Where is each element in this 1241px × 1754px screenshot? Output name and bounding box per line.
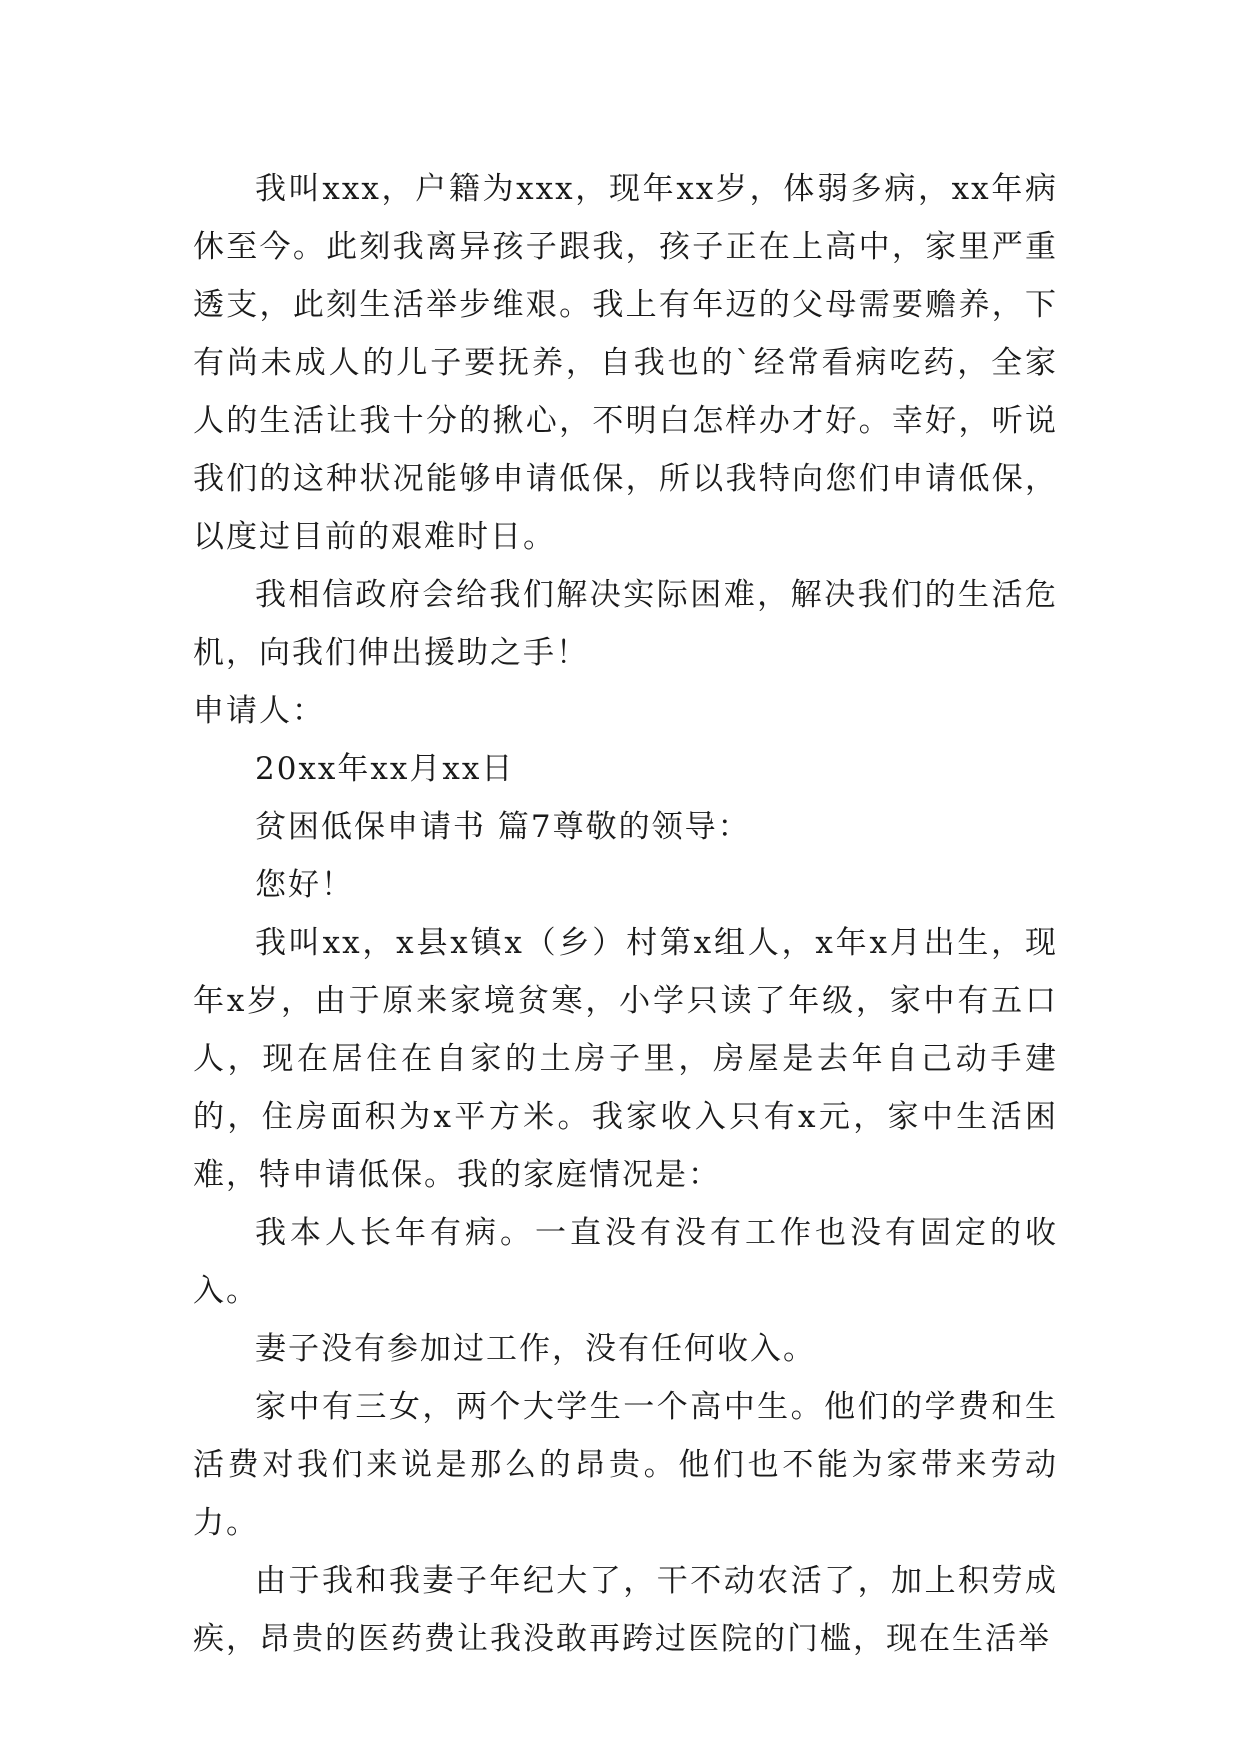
- paragraph-3: 我叫xx，x县x镇x（乡）村第x组人，x年x月出生，现年x岁，由于原来家境贫寒，小学只读了年级，家中有五口人，现在居住在自家的土房子里，房屋是去年自己动手建的，住房面积为x平方米。我家收入只有x元，家中生活困难，特申请低保。我的家庭情况是：: [193, 925, 1058, 1193]
- paragraph-6: 家中有三女，两个大学生一个高中生。他们的学费和生活费对我们来说是那么的昂贵。他们也不能为家带来劳动力。: [193, 1389, 1058, 1541]
- applicant-label: 申请人：: [193, 693, 325, 729]
- paragraph-4: 我本人长年有病。一直没有没有工作也没有固定的收入。: [193, 1215, 1058, 1309]
- paragraph-7: 由于我和我妻子年纪大了，干不动农活了，加上积劳成疾，昂贵的医药费让我没敢再跨过医院的门槛，现在生活举: [193, 1563, 1058, 1657]
- paragraph-5: 妻子没有参加过工作，没有任何收入。: [255, 1331, 816, 1367]
- section-heading: 贫困低保申请书 篇7尊敬的领导：: [255, 809, 751, 845]
- document-body: [193, 160, 1058, 1668]
- greeting: 您好！: [255, 867, 354, 903]
- paragraph-1: 我叫xxx，户籍为xxx，现年xx岁，体弱多病，xx年病休至今。此刻我离异孩子跟我，孩子正在上高中，家里严重透支，此刻生活举步维艰。我上有年迈的父母需要赡养，下有尚未成人的儿子要抚养，自我也的`经常看病吃药，全家人的生活让我十分的揪心，不明白怎样办才好。幸好，听说我们的这种状况能够申请低保，所以我特向您们申请低保，以度过目前的艰难时日。: [193, 171, 1058, 555]
- date-line: 20xx年xx月xx日: [255, 751, 515, 787]
- paragraph-2: 我相信政府会给我们解决实际困难，解决我们的生活危机，向我们伸出援助之手！: [193, 577, 1058, 671]
